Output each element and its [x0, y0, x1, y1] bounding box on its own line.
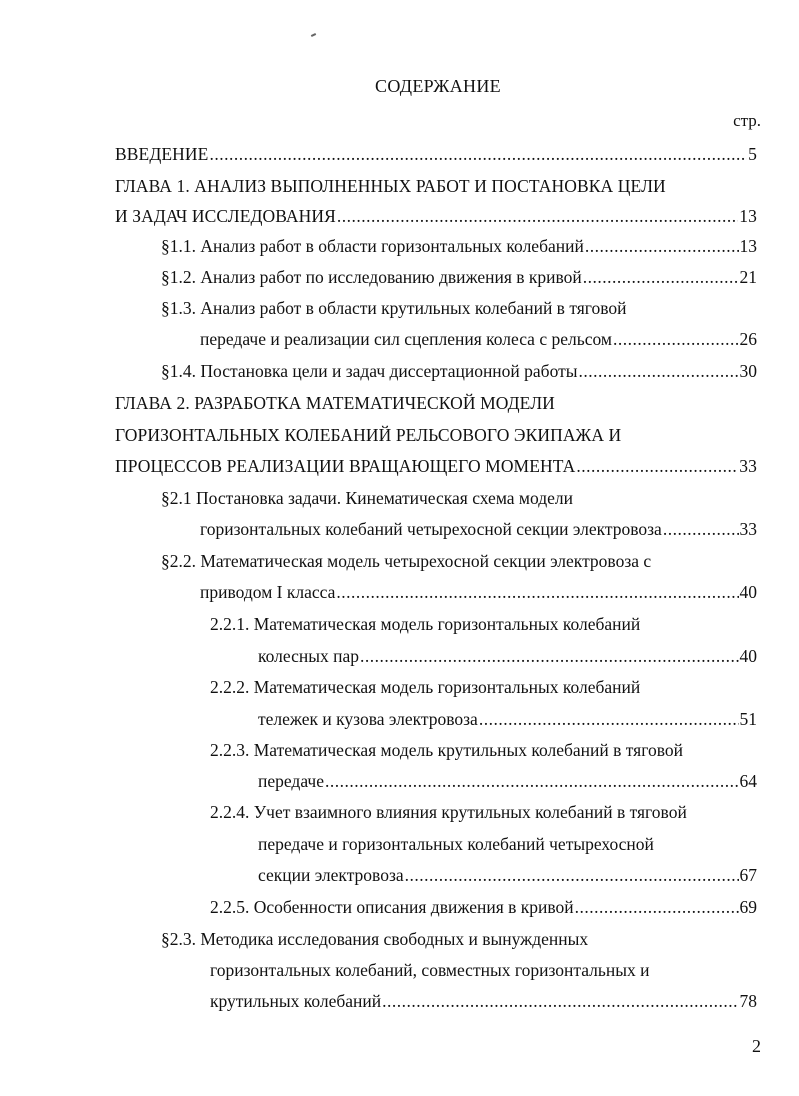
toc-entry-text: ГЛАВА 2. РАЗРАБОТКА МАТЕМАТИЧЕСКОЙ МОДЕЛИ	[115, 393, 555, 413]
toc-entry-page: 78	[739, 991, 757, 1011]
toc-entry	[210, 673, 640, 701]
toc-entry-text: 2.2.3. Математическая модель крутильных колебаний в тяговой	[210, 740, 683, 760]
toc-entry	[200, 515, 757, 543]
leader-dots	[585, 232, 739, 260]
toc-entry	[115, 452, 757, 480]
toc-entry-page: 40	[739, 646, 757, 666]
toc-entry-page: 13	[739, 206, 757, 226]
toc-entry	[161, 294, 627, 322]
leader-dots	[405, 861, 739, 889]
toc-entry-page: 33	[739, 456, 757, 476]
toc-entry-page: 67	[739, 865, 757, 885]
toc-entry	[258, 705, 757, 733]
toc-entry-text: §1.3. Анализ работ в области крутильных колебаний в тяговой	[161, 298, 627, 318]
toc-entry-text: §2.2. Математическая модель четырехосной секции электровоза с	[161, 551, 652, 571]
toc-entry-text: 2.2.1. Математическая модель горизонтальных колебаний	[210, 614, 641, 634]
toc-entry-page: 13	[739, 236, 757, 256]
toc-entry	[210, 736, 683, 764]
toc-entry-text: ПРОЦЕССОВ РЕАЛИЗАЦИИ ВРАЩАЮЩЕГО МОМЕНТА	[115, 456, 576, 476]
toc-entry-text: ГЛАВА 1. АНАЛИЗ ВЫПОЛНЕННЫХ РАБОТ И ПОСТАНОВКА ЦЕЛИ	[115, 176, 666, 196]
leader-dots	[663, 515, 739, 543]
toc-entry	[115, 421, 621, 449]
toc-entry	[258, 830, 654, 858]
toc-entry	[210, 987, 757, 1015]
toc-entry-text: приводом I класса	[200, 582, 336, 602]
leader-dots	[325, 767, 739, 795]
toc-entry-text: горизонтальных колебаний четырехосной секции электровоза	[200, 519, 662, 539]
toc-entry	[161, 263, 757, 291]
toc-entry-text: §2.3. Методика исследования свободных и вынужденных	[161, 929, 589, 949]
toc-entry-text: колесных пар	[258, 646, 359, 666]
toc-entry	[161, 547, 651, 575]
leader-dots	[337, 202, 738, 230]
leader-dots	[583, 263, 739, 291]
toc-entry	[200, 325, 757, 353]
leader-dots	[575, 893, 739, 921]
leader-dots	[579, 357, 739, 385]
toc-entry-text: 2.2.5. Особенности описания движения в кривой	[210, 897, 574, 917]
toc-entry	[161, 232, 757, 260]
toc-entry-text: §1.1. Анализ работ в области горизонтальных колебаний	[161, 236, 584, 256]
toc-entry	[210, 956, 650, 984]
toc-entry-text: секции электровоза	[258, 865, 404, 885]
toc-entry	[200, 578, 757, 606]
toc-entry-page: 64	[739, 771, 757, 791]
toc-entry-text: тележек и кузова электровоза	[258, 709, 478, 729]
toc-entry	[115, 172, 666, 200]
toc-entry	[258, 767, 757, 795]
toc-entry-text: ГОРИЗОНТАЛЬНЫХ КОЛЕБАНИЙ РЕЛЬСОВОГО ЭКИПАЖА И	[115, 425, 622, 445]
toc-entry	[258, 861, 757, 889]
leader-dots	[336, 578, 738, 606]
toc-entry	[115, 389, 555, 417]
toc-entry-text: передаче и горизонтальных колебаний четырехосной	[258, 834, 654, 854]
leader-dots	[613, 325, 739, 353]
toc-entry-text: 2.2.4. Учет взаимного влияния крутильных колебаний в тяговой	[210, 802, 687, 822]
toc-entry	[210, 610, 640, 638]
toc-entry	[210, 798, 687, 826]
toc-entry-text: крутильных колебаний	[210, 991, 382, 1011]
toc-entry-text: §1.4. Постановка цели и задач диссертационной работы	[161, 361, 578, 381]
leader-dots	[209, 140, 747, 168]
toc-entry-page: 26	[739, 329, 757, 349]
toc-entry	[115, 202, 757, 230]
toc-entry-text: ВВЕДЕНИЕ	[115, 144, 209, 164]
leader-dots	[360, 642, 739, 670]
toc-entry-text: §1.2. Анализ работ по исследованию движения в кривой	[161, 267, 582, 287]
toc-entry-text: горизонтальных колебаний, совместных горизонтальных и	[210, 960, 650, 980]
toc-entry	[210, 893, 757, 921]
toc-entry-page: 30	[739, 361, 757, 381]
toc-entry-text: §2.1 Постановка задачи. Кинематическая схема модели	[161, 488, 574, 508]
toc-entry-page: 40	[739, 582, 757, 602]
leader-dots	[479, 705, 739, 733]
toc-entry-page: 21	[739, 267, 757, 287]
toc-entry-text: передаче и реализации сил сцепления колеса с рельсом	[200, 329, 612, 349]
toc-title: СОДЕРЖАНИЕ	[375, 76, 501, 96]
toc-entry	[161, 484, 573, 512]
toc-entry	[258, 642, 757, 670]
toc-entry-page: 5	[748, 144, 757, 164]
toc-entry-text: И ЗАДАЧ ИССЛЕДОВАНИЯ	[115, 206, 336, 226]
toc-entry	[161, 357, 757, 385]
toc-entry-page: 33	[739, 519, 757, 539]
scan-mark	[311, 33, 316, 37]
toc-entry-text: передаче	[258, 771, 324, 791]
toc-entry-page: 69	[739, 897, 757, 917]
leader-dots	[576, 452, 738, 480]
toc-entry-page: 51	[739, 709, 757, 729]
toc-entry	[161, 925, 588, 953]
page-column-label: стр.	[733, 111, 761, 130]
toc-entry-text: 2.2.2. Математическая модель горизонтальных колебаний	[210, 677, 641, 697]
leader-dots	[382, 987, 738, 1015]
toc-entry	[115, 140, 757, 168]
page-number: 2	[752, 1036, 761, 1056]
